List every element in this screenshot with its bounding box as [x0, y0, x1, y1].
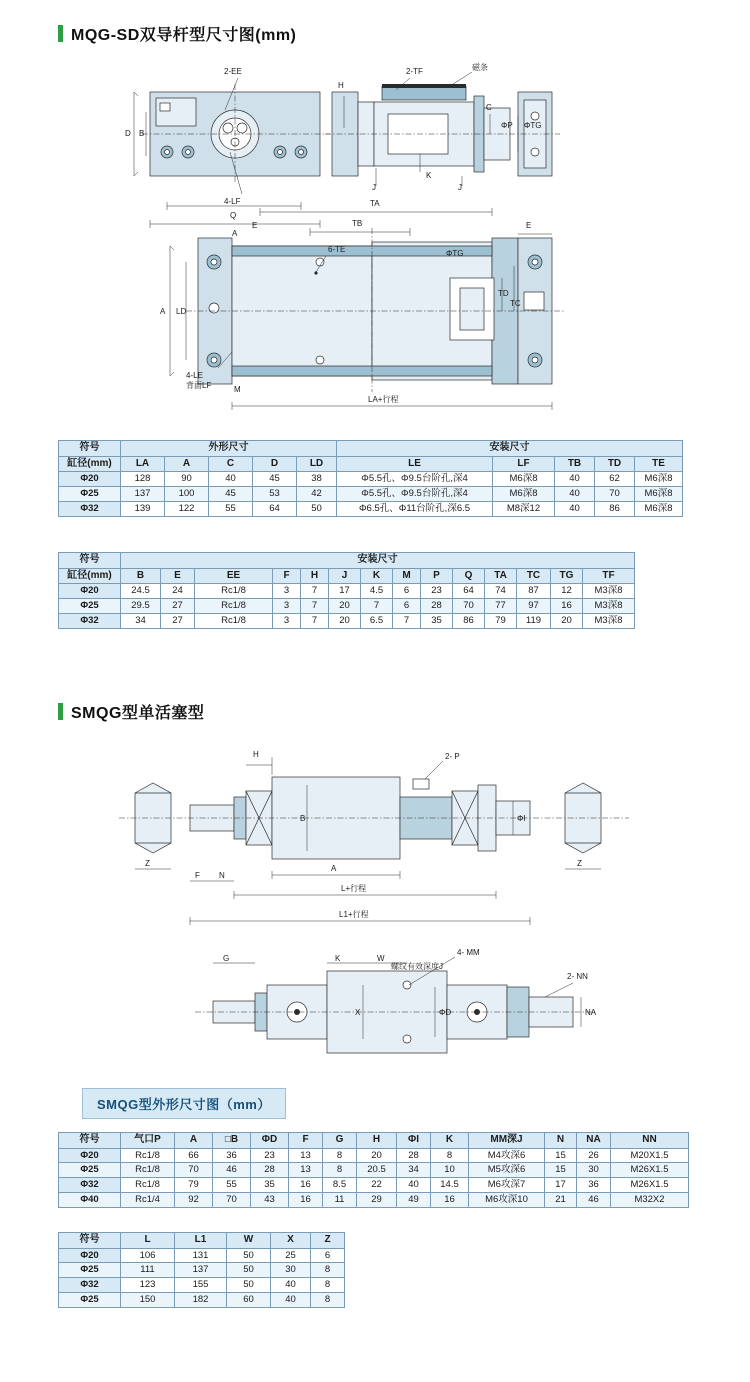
section-heading-1	[58, 22, 296, 45]
th-b: B	[121, 568, 161, 584]
cell: 30	[577, 1163, 611, 1178]
label-p: ΦP	[501, 121, 513, 130]
table-row	[59, 1163, 689, 1178]
view-top-right	[325, 62, 560, 192]
cell: Φ5.5孔、Φ9.5台阶孔,深4	[337, 472, 493, 487]
cell: 137	[121, 486, 165, 501]
th-bore: 缸径(mm)	[59, 456, 121, 472]
th-l: L	[121, 1233, 175, 1249]
cell: 123	[121, 1278, 175, 1293]
cell: 27	[161, 613, 195, 628]
table-row	[59, 1293, 345, 1308]
cell: 38	[297, 472, 337, 487]
cell: 40	[555, 472, 595, 487]
label-tg: ΦTG	[524, 121, 542, 130]
cell: 28	[397, 1148, 431, 1163]
cell: 79	[485, 613, 517, 628]
th-group-symbol: 符号	[59, 441, 121, 457]
cell: M6深8	[635, 501, 683, 516]
cell-bore: Φ25	[59, 1263, 121, 1278]
label-d: D	[125, 129, 131, 138]
table-row	[59, 1248, 345, 1263]
th-ee: EE	[195, 568, 273, 584]
th-te: TE	[635, 456, 683, 472]
cell: M8深12	[493, 501, 555, 516]
cell: 131	[175, 1248, 227, 1263]
label-phi-d: ΦD	[439, 1008, 452, 1017]
cell: 6	[393, 598, 421, 613]
cell: 77	[485, 598, 517, 613]
th-td: TD	[595, 456, 635, 472]
table-row	[59, 501, 683, 516]
cell: 8	[311, 1293, 345, 1308]
th-e: E	[161, 568, 195, 584]
cell: 79	[175, 1178, 213, 1193]
th-bore: 缸径(mm)	[59, 568, 121, 584]
drawing-smqg	[95, 735, 655, 1075]
cell: M6深8	[493, 472, 555, 487]
cell: 29.5	[121, 598, 161, 613]
cell: 122	[165, 501, 209, 516]
th-n: N	[545, 1133, 577, 1149]
cell: 29	[357, 1193, 397, 1208]
label-lf4: 4-LF	[224, 197, 241, 206]
th-symbol: 符号	[59, 1233, 121, 1249]
label-a: A	[232, 229, 238, 238]
cell: M3深8	[583, 598, 635, 613]
drawing-mqg-sd	[120, 56, 640, 416]
th-ld: LD	[297, 456, 337, 472]
cell: 182	[175, 1293, 227, 1308]
cell: 6	[311, 1248, 345, 1263]
cell: M6深8	[635, 486, 683, 501]
cell: 7	[301, 598, 329, 613]
cell: 13	[289, 1148, 323, 1163]
th-h: H	[301, 568, 329, 584]
label-k2: K	[335, 954, 341, 963]
th-tb: TB	[555, 456, 595, 472]
th-z: Z	[311, 1233, 345, 1249]
label-a2: A	[160, 307, 166, 316]
label-j1: J	[372, 183, 376, 192]
label-tg2: ΦTG	[446, 249, 464, 258]
th-h: H	[357, 1133, 397, 1149]
cell: 36	[577, 1178, 611, 1193]
cell: M32X2	[611, 1193, 689, 1208]
th-l1: L1	[175, 1233, 227, 1249]
cell-bore: Φ32	[59, 501, 121, 516]
cell: Rc1/8	[121, 1148, 175, 1163]
cell: M6攻深7	[469, 1178, 545, 1193]
cell: 66	[175, 1148, 213, 1163]
cell: 55	[209, 501, 253, 516]
th-a: A	[165, 456, 209, 472]
th-lf: LF	[493, 456, 555, 472]
label-j2: J	[458, 183, 462, 192]
table-row	[59, 1263, 345, 1278]
label-ee: 2-EE	[224, 67, 242, 76]
table-row	[59, 613, 635, 628]
cell: 53	[253, 486, 297, 501]
table-row	[59, 472, 683, 487]
label-4mm: 4- MM	[457, 948, 480, 957]
cell: 8	[431, 1148, 469, 1163]
cell: 8.5	[323, 1178, 357, 1193]
th-tf: TF	[583, 568, 635, 584]
label-g: G	[223, 954, 230, 963]
label-z2: Z	[577, 859, 582, 868]
cell: 40	[555, 486, 595, 501]
cell: 106	[121, 1248, 175, 1263]
cell: 42	[297, 486, 337, 501]
label-n: N	[219, 871, 225, 880]
cell: 45	[209, 486, 253, 501]
th-group-mount: 安装尺寸	[121, 553, 635, 569]
cell: 16	[551, 598, 583, 613]
section-title: MQG-SD双导杆型尺寸图(mm)	[71, 27, 297, 44]
cell: 20	[329, 598, 361, 613]
view-bottom-main	[160, 199, 564, 410]
cell: 43	[251, 1193, 289, 1208]
th-na: NA	[577, 1133, 611, 1149]
table-smqg-dimensions	[58, 1132, 689, 1208]
cell: 87	[517, 584, 551, 599]
label-tb: TB	[352, 219, 363, 228]
accent-bar-icon	[58, 25, 63, 42]
cell: 55	[213, 1178, 251, 1193]
th-b-square: □B	[213, 1133, 251, 1149]
th-q: Q	[453, 568, 485, 584]
cell: 20	[329, 613, 361, 628]
th-mm-j: MM深J	[469, 1133, 545, 1149]
table-row	[59, 1278, 345, 1293]
label-z1: Z	[145, 859, 150, 868]
cell: M20X1.5	[611, 1148, 689, 1163]
cell-bore: Φ25	[59, 486, 121, 501]
cell: 50	[297, 501, 337, 516]
th-group-symbol: 符号	[59, 553, 121, 569]
label-le4: 4-LE	[186, 371, 203, 380]
label-te6: 6-TE	[328, 245, 346, 254]
th-le: LE	[337, 456, 493, 472]
cell: Rc1/4	[121, 1193, 175, 1208]
label-b: B	[139, 129, 145, 138]
cell: Rc1/8	[195, 613, 273, 628]
cell-bore: Φ20	[59, 1248, 121, 1263]
th-c: C	[209, 456, 253, 472]
cell: 23	[251, 1148, 289, 1163]
label-a3: A	[331, 864, 337, 873]
table3-title: SMQG型外形尺寸图（mm）	[82, 1088, 286, 1119]
th-d: D	[253, 456, 297, 472]
label-back-lf: 背面LF	[186, 381, 212, 390]
cell: 40	[271, 1278, 311, 1293]
cell: M5攻深6	[469, 1163, 545, 1178]
cell: 23	[421, 584, 453, 599]
cell: 34	[121, 613, 161, 628]
th-w: W	[227, 1233, 271, 1249]
cell: 3	[273, 584, 301, 599]
cell: M26X1.5	[611, 1178, 689, 1193]
label-na: NA	[585, 1008, 597, 1017]
th-k: K	[431, 1133, 469, 1149]
cell: 8	[323, 1148, 357, 1163]
cell: 45	[253, 472, 297, 487]
cell: M6深8	[635, 472, 683, 487]
cell: 97	[517, 598, 551, 613]
cell-bore: Φ20	[59, 472, 121, 487]
cell: 3	[273, 598, 301, 613]
cell-bore: Φ25	[59, 598, 121, 613]
cell: 8	[311, 1263, 345, 1278]
table-row	[59, 1193, 689, 1208]
cell: 49	[397, 1193, 431, 1208]
cell: 74	[485, 584, 517, 599]
label-f2: F	[195, 871, 200, 880]
th-port-p: 气口P	[121, 1133, 175, 1149]
view-top-left	[125, 67, 330, 238]
table-smqg-lengths	[58, 1232, 345, 1308]
cell: 7	[361, 598, 393, 613]
cell: 70	[213, 1193, 251, 1208]
view-smqg-upper	[119, 750, 629, 925]
th-x: X	[271, 1233, 311, 1249]
cell: 128	[121, 472, 165, 487]
label-h2: H	[253, 750, 259, 759]
cell: 7	[393, 613, 421, 628]
cell: 8	[311, 1278, 345, 1293]
cell: 15	[545, 1163, 577, 1178]
th-group-mount: 安装尺寸	[337, 441, 683, 457]
cell: 7	[301, 584, 329, 599]
label-tc: TC	[510, 299, 521, 308]
cell: Φ6.5孔、Φ11台阶孔,深6.5	[337, 501, 493, 516]
label-e3: E	[526, 221, 532, 230]
cell: 16	[289, 1193, 323, 1208]
cell: 139	[121, 501, 165, 516]
cell: 40	[209, 472, 253, 487]
cell: 22	[357, 1178, 397, 1193]
table-row	[59, 1148, 689, 1163]
cell: 16	[289, 1178, 323, 1193]
th-nn: NN	[611, 1133, 689, 1149]
th-f: F	[289, 1133, 323, 1149]
table-row	[59, 598, 635, 613]
table-row	[59, 1178, 689, 1193]
cell: 24	[161, 584, 195, 599]
th-g: G	[323, 1133, 357, 1149]
cell: 70	[453, 598, 485, 613]
accent-bar-icon	[58, 703, 63, 720]
cell: M3深8	[583, 613, 635, 628]
label-w: W	[377, 954, 385, 963]
cell: 20.5	[357, 1163, 397, 1178]
cell: 64	[453, 584, 485, 599]
cell: Rc1/8	[195, 584, 273, 599]
table-row	[59, 584, 635, 599]
label-q: Q	[230, 211, 237, 220]
th-phi-d: ΦD	[251, 1133, 289, 1149]
cell: 17	[329, 584, 361, 599]
label-b2: B	[300, 814, 306, 823]
cell: Rc1/8	[195, 598, 273, 613]
label-ta: TA	[370, 199, 380, 208]
label-c: C	[486, 103, 492, 112]
cell: M26X1.5	[611, 1163, 689, 1178]
cell-bore: Φ32	[59, 613, 121, 628]
cell: 46	[577, 1193, 611, 1208]
cell: 50	[227, 1278, 271, 1293]
cell: 35	[421, 613, 453, 628]
cell: 13	[289, 1163, 323, 1178]
label-2p: 2- P	[445, 752, 460, 761]
cell: 137	[175, 1263, 227, 1278]
cell-bore: Φ32	[59, 1178, 121, 1193]
cell: Rc1/8	[121, 1178, 175, 1193]
cell: 6.5	[361, 613, 393, 628]
label-h: H	[338, 81, 344, 90]
table-row	[59, 486, 683, 501]
cell: 10	[431, 1163, 469, 1178]
label-2nn: 2- NN	[567, 972, 588, 981]
th-m: M	[393, 568, 421, 584]
th-tc: TC	[517, 568, 551, 584]
cell: 50	[227, 1263, 271, 1278]
th-k: K	[361, 568, 393, 584]
section-title: SMQG型单活塞型	[71, 705, 205, 722]
label-l-stroke: L+行程	[341, 884, 367, 893]
label-e1: E	[252, 221, 258, 230]
cell: 100	[165, 486, 209, 501]
cell: 28	[421, 598, 453, 613]
cell: 150	[121, 1293, 175, 1308]
cell: 30	[271, 1263, 311, 1278]
cell: 11	[323, 1193, 357, 1208]
label-la-stroke: LA+行程	[368, 395, 399, 404]
cell: 20	[551, 613, 583, 628]
cell: 14.5	[431, 1178, 469, 1193]
th-group-outer: 外形尺寸	[121, 441, 337, 457]
cell: 70	[595, 486, 635, 501]
label-td: TD	[498, 289, 509, 298]
cell: 8	[323, 1163, 357, 1178]
label-phi-i: ΦI	[517, 814, 526, 823]
th-f: F	[273, 568, 301, 584]
cell: 26	[577, 1148, 611, 1163]
label-l1-stroke: L1+行程	[339, 910, 369, 919]
cell: 12	[551, 584, 583, 599]
cell: 46	[213, 1163, 251, 1178]
label-k: K	[426, 171, 432, 180]
cell: 6	[393, 584, 421, 599]
cell: 27	[161, 598, 195, 613]
cell: 92	[175, 1193, 213, 1208]
cell: 111	[121, 1263, 175, 1278]
cell: 90	[165, 472, 209, 487]
table-mqg-dimensions-2	[58, 552, 635, 629]
section-heading-2	[58, 700, 204, 723]
th-phi-i: ΦI	[397, 1133, 431, 1149]
cell: 7	[301, 613, 329, 628]
cell-bore: Φ25	[59, 1163, 121, 1178]
cell: 86	[453, 613, 485, 628]
cell: M6深8	[493, 486, 555, 501]
cell: 16	[431, 1193, 469, 1208]
cell-bore: Φ40	[59, 1193, 121, 1208]
th-symbol: 符号	[59, 1133, 121, 1149]
cell-bore: Φ25	[59, 1293, 121, 1308]
label-x: X	[355, 1008, 361, 1017]
cell: M3深8	[583, 584, 635, 599]
cell: 40	[397, 1178, 431, 1193]
cell-bore: Φ20	[59, 584, 121, 599]
th-a: A	[175, 1133, 213, 1149]
cell: 86	[595, 501, 635, 516]
cell: 40	[555, 501, 595, 516]
th-tg: TG	[551, 568, 583, 584]
cell: 25	[271, 1248, 311, 1263]
cell: 50	[227, 1248, 271, 1263]
th-j: J	[329, 568, 361, 584]
th-ta: TA	[485, 568, 517, 584]
table-mqg-dimensions-1	[58, 440, 683, 517]
label-magnet: 磁条	[472, 63, 488, 72]
cell: M4攻深6	[469, 1148, 545, 1163]
cell: Φ5.5孔、Φ9.5台阶孔,深4	[337, 486, 493, 501]
cell: 24.5	[121, 584, 161, 599]
cell: 60	[227, 1293, 271, 1308]
cell: 21	[545, 1193, 577, 1208]
th-p: P	[421, 568, 453, 584]
cell-bore: Φ20	[59, 1148, 121, 1163]
cell: 119	[517, 613, 551, 628]
cell: 34	[397, 1163, 431, 1178]
label-tf: 2-TF	[406, 67, 423, 76]
cell: 15	[545, 1148, 577, 1163]
cell: 155	[175, 1278, 227, 1293]
cell: 3	[273, 613, 301, 628]
cell: Rc1/8	[121, 1163, 175, 1178]
th-la: LA	[121, 456, 165, 472]
cell: 40	[271, 1293, 311, 1308]
cell: 70	[175, 1163, 213, 1178]
label-m: M	[234, 385, 241, 394]
cell: 35	[251, 1178, 289, 1193]
cell-bore: Φ32	[59, 1278, 121, 1293]
cell: M6攻深10	[469, 1193, 545, 1208]
label-ld: LD	[176, 307, 187, 316]
cell: 17	[545, 1178, 577, 1193]
view-smqg-lower	[195, 948, 597, 1053]
cell: 20	[357, 1148, 397, 1163]
cell: 62	[595, 472, 635, 487]
label-thread-depth: 螺纹有效深度J	[391, 962, 443, 971]
cell: 28	[251, 1163, 289, 1178]
cell: 64	[253, 501, 297, 516]
cell: 36	[213, 1148, 251, 1163]
cell: 4.5	[361, 584, 393, 599]
